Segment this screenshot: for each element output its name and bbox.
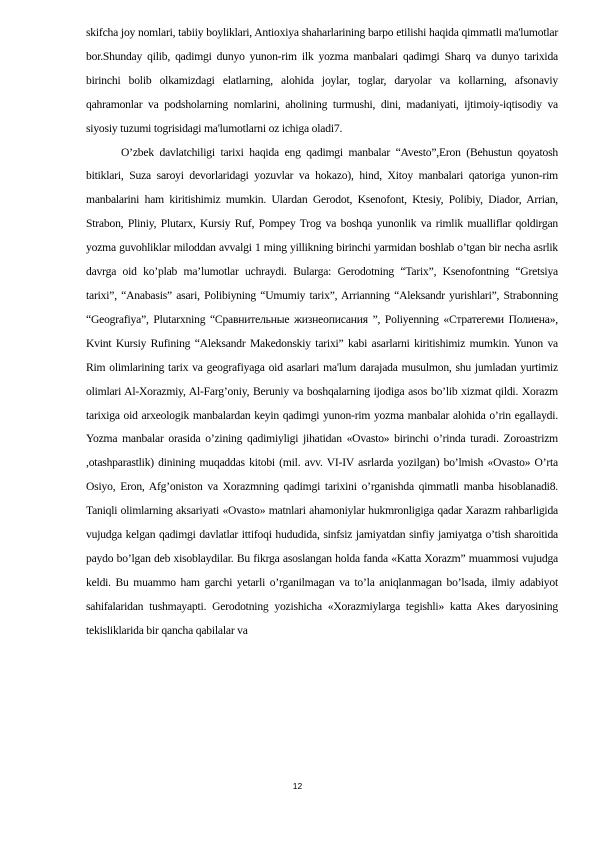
paragraph-1: skifcha joy nomlari, tabiiy boyliklari, Antioxiya shaharlarining barpo etilishi haqida qimmatli ma'lumotlar bor.Shunday qilib, qadimgi dunyo yunon-rim ilk yozma manbalari qadimgi Sharq va dunyo tarixida birinchi bolib olkamizdagi elatlarning, alohida joylar, toglar, daryolar va kollarning, afsonaviy qahramonlar va podsholarning nomlarini, aholining turmushi, dini, madaniyati, ijtimoiy-iqtisodiy va siyosiy tuzumi togrisidagi ma'lumotlarni oz ichiga oladi7. — [86, 26, 558, 135]
page-number: 12 — [292, 781, 303, 791]
document-page — [86, 21, 558, 643]
paragraph-2: O’zbek davlatchiligi tarixi haqida eng qadimgi manbalar “Avesto”,Eron (Behustun qoyatosh bitiklari, Suza saroyi devorlaridagi yozuvlar va hokazo), hind, Xitoy manbalari qatoriga yunon-rim manbalarini ham kiritishimiz mumkin. Ulardan Gerodot, Ksenofont, Ktesiy, Polibiy, Diador, Arrian, Strabon, Pliniy, Plutarx, Kursiy Ruf, Pompey Trog va boshqa yunonlik va rimlik mualliflar qoldirgan yozma guvohliklar miloddan avvalgi 1 ming yillikning birinchi yarmidan boshlab o’tgan bir necha asrlik davrga oid ko’plab ma’lumotlar uchraydi. Bularga: Gerodotning “Tarix”, Ksenofontning “Gretsiya tarixi”, “Anabasis” asari, Polibiyning “Umumiy tarix”, Arrianning “Aleksandr yurishlari”, Strabonning “Geografiya”, Plutarxning “Сравнительные жизнеописания ”, Poliyenning «Стратегеми Полиена», Kvint Kursiy Rufining “Aleksandr Makedonskiy tarixi” kabi asarlarni kiritishimiz mumkin. Yunon va Rim olimlarining tarix va geografiyaga oid asarlari ma'lum darajada musulmon, shu jumladan yurtimiz olimlari Al-Xorazmiy, Al-Farg’oniy, Beruniy va boshqalarning ijodiga asos bo’lib xizmat qildi. Xorazm tarixiga oid arxeologik manbalardan keyin qadimgi yunon-rim yozma manbalar alohida o’rin egallaydi. Yozma manbalar orasida o’zining qadimiyligi jihatidan «Ovasto» birinchi o’rinda turadi. Zoroastrizm ,otashparastlik) dinining muqaddas kitobi (mil. avv. VI-IV asrlarda yozilgan) bo’lmish «Ovasto» O’rta Osiyo, Eron, Afg’oniston va Xorazmning qadimgi tarixini o’rganishda qimmatli manba hisoblanadi8. Taniqli olimlarning aksariyati «Ovasto» matnlari ahamoniylar hukmronligiga qadar Xarazm rahbarligida vujudga kelgan qadimgi davlatlar ittifoqi hududida, sinfsiz jamiyatdan sinfiy jamiyatga o’tish sharoitida paydo bo’lgan deb xisoblaydilar. Bu fikrga asoslangan holda fanda «Katta Xorazm” muammosi vujudga keldi. Bu muammo ham garchi yetarli o’rganilmagan va to’la aniqlanmagan bo’lsada, ilmiy adabiyot sahifalaridan tushmayapti. Gerodotning yozishicha «Xorazmiylarga tegishli» katta Akes daryosining tekisliklarida bir qancha qabilalar va — [86, 145, 558, 637]
